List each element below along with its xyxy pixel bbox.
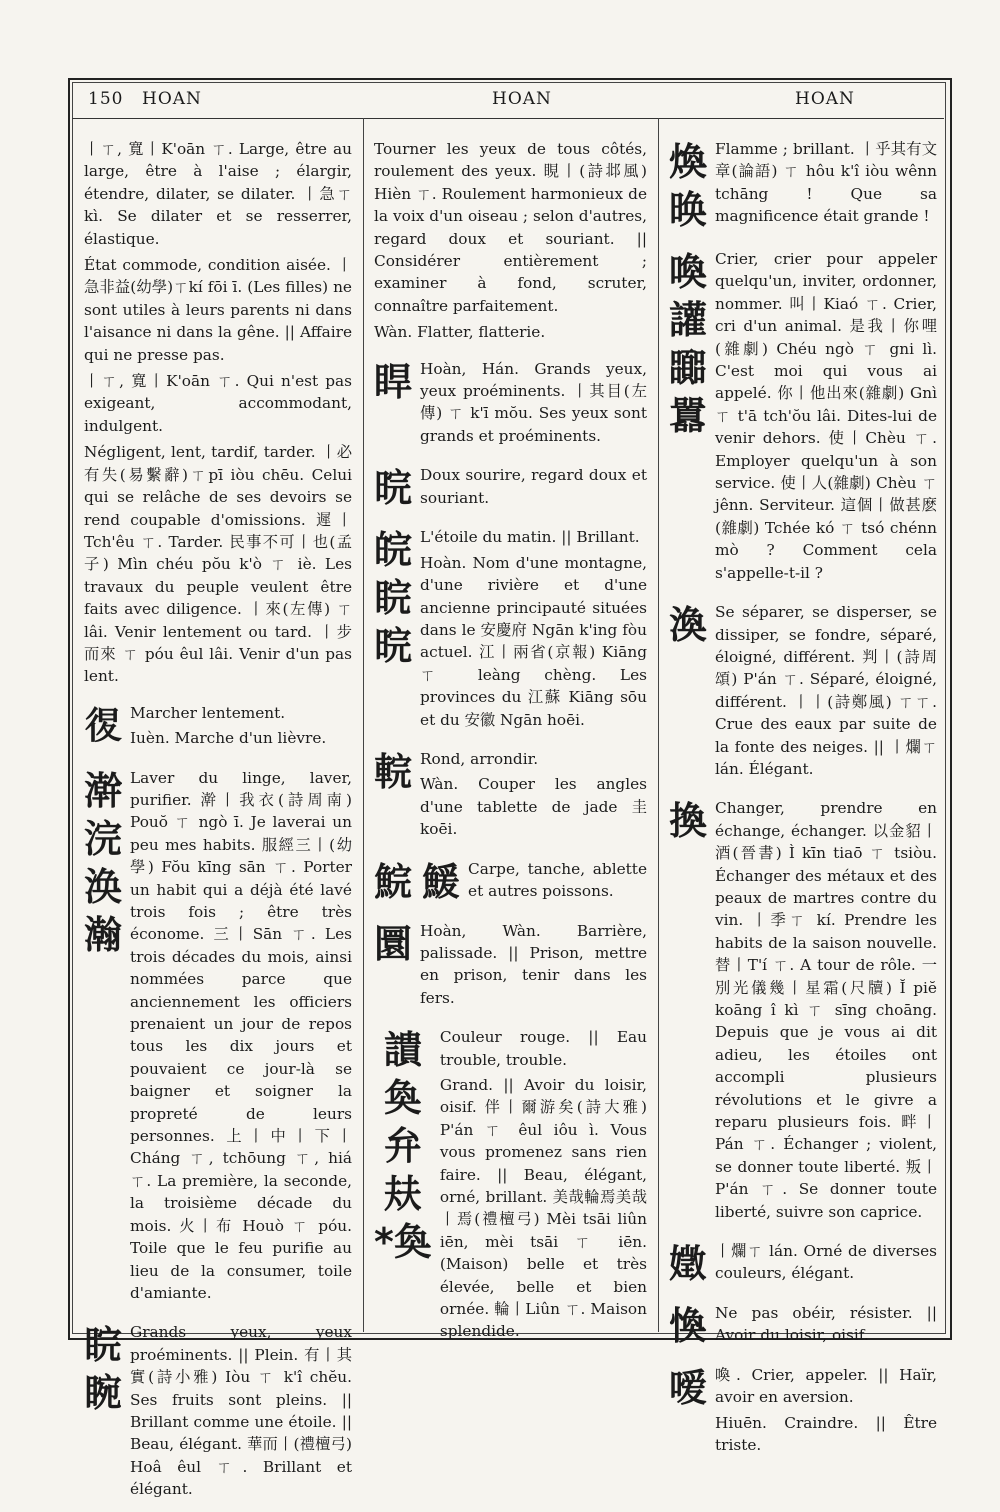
- headword-group: [669, 797, 715, 1226]
- headword: 晥: [374, 466, 413, 511]
- headword-group: [374, 526, 420, 734]
- headword: 煥: [669, 140, 708, 184]
- headword: 晥: [374, 624, 413, 669]
- headword: 輐: [374, 749, 413, 794]
- dictionary-entry: [84, 1321, 352, 1503]
- headword: 䜋: [383, 1028, 422, 1073]
- headword: 換: [669, 799, 708, 844]
- headword: 皖: [374, 528, 413, 573]
- headword-group: [374, 1026, 440, 1346]
- entry-definition: [420, 526, 647, 734]
- headword: 愌: [669, 1304, 708, 1349]
- definition-text: 丨爛ㄒ lán. Orné de diverses couleurs, élégant.: [715, 1242, 937, 1283]
- entry-definition: [468, 858, 647, 906]
- headword: 圜: [374, 921, 413, 966]
- headword: 瀚: [84, 912, 123, 957]
- entry-definition: [715, 1364, 937, 1460]
- dictionary-entry: [669, 138, 937, 234]
- paragraph: État commode, condition aisée. 丨急非益(幼學)ㄒkí fōi ī. (Les filles) ne sont utiles à leurs parents ni dans l'aisance ni dans la gêne. || Affaire qui ne presse pas.: [84, 256, 352, 364]
- definition-text: Ne pas obéir, résister. || Avoir du loisir, oisif.: [715, 1304, 937, 1345]
- paragraph: Wàn. Flatter, flatterie.: [374, 323, 546, 342]
- headword: 嬍: [669, 1242, 708, 1287]
- definition-text: Laver du linge, laver, purifier. 澣丨我衣(詩周南) Pouŏ ㄒ ngò ī. Je laverai un peu mes habits. 服經三丨(幼學) Fŏu kīng sān ㄒ. Porter un habit qui a déjà été lavé trois fois ; être très économe. 三丨Sān ㄒ. Les trois décades du mois, ainsi nommées parce que anciennement les officiers prenaient un jour de repos tous les dix jours et pouvaient ce jour-là se baigner et soigner la propreté de leurs personnes. 上丨中丨下丨Cháng ㄒ, tchōung ㄒ, hiá ㄒ. La première, la seconde, la troisième décade du mois. 火丨布 Houò ㄒ póu. Toile que le feu purifie au lieu de la consumer, toile d'amiante.: [130, 768, 352, 1302]
- definition-text: Grands yeux, yeux proéminents. || Plein. 有丨其實(詩小雅) Iòu ㄒ k'î chĕu. Ses fruits sont pleins. || Brillant comme une étoile. || Beau, élégant. 華而丨(禮檀弓) Hoâ êul ㄒ. Brillant et élégant.: [130, 1323, 352, 1499]
- column-1: [84, 138, 352, 1512]
- definition-text: Carpe, tanche, ablette et autres poissons.: [468, 859, 647, 900]
- column-2: [374, 138, 647, 1354]
- definition-text: Hoàn. Nom d'une montagne, d'une rivière et d'une ancienne principauté situées dans le 安慶府 Ngān k'ing fòu actuel. 江丨兩省(京報) Kiāng ㄒ leàng chèng. Les provinces du 江蘇 Kiāng sōu et du 安徽 Ngān hoēi.: [420, 553, 647, 729]
- entry-definition: [420, 464, 647, 512]
- entry-definition: [420, 748, 647, 844]
- definition-text: Changer, prendre en échange, échanger. 以金貂丨酒(晉書) Ì kīn tiaō ㄒ tsiòu. Échanger des métaux et des peaux de martres contre du vin. 丨季ㄒ kí. Prendre les habits de la saison nouvelle. 替丨T'í ㄒ. A tour de rôle. 一別光儀幾丨星霜(尺牘) Ĭ piĕ koāng î kì ㄒ sīng choāng. Depuis que je vous ai dit adieu, les étoiles ont accompli plusieurs révolutions et le givre a reparu plusieurs fois. 畔丨Pán ㄒ. Échanger ; violent, se donner toute liberté. 叛丨P'án ㄒ. Se donner toute liberté, suivre son caprice.: [715, 799, 937, 1221]
- column-divider-2: [658, 118, 659, 1332]
- running-head-center: HOAN: [492, 89, 552, 109]
- headword-group: [84, 702, 130, 753]
- entry-definition: [420, 920, 647, 1013]
- entry-definition: [130, 767, 352, 1308]
- headword: 弁: [383, 1124, 422, 1169]
- entry-definition: [715, 1302, 937, 1350]
- dictionary-entry: [669, 1302, 937, 1350]
- dictionary-entry: [374, 920, 647, 1013]
- headword-group: [669, 248, 715, 587]
- entry-definition: [715, 138, 937, 234]
- paragraph: 丨ㄒ, 寬丨K'oān ㄒ. Large, être au large, être à l'aise ; élargir, étendre, dilater, se dilater. 丨急ㄒkì. Se dilater et se resserrer, élastique.: [84, 140, 352, 248]
- dictionary-entry: [374, 526, 647, 734]
- headword: 睆: [84, 1323, 123, 1368]
- entry-definition: [130, 702, 352, 753]
- definition-text: Iuèn. Marche d'un lièvre.: [130, 729, 327, 748]
- entry-definition: [715, 248, 937, 587]
- headword: 睆: [374, 576, 413, 621]
- dictionary-entry: [374, 748, 647, 844]
- column-3: [669, 138, 937, 1468]
- running-head-left: HOAN: [142, 89, 202, 109]
- headword: *奐: [374, 1220, 432, 1265]
- paragraph: 丨ㄒ, 寬丨K'oān ㄒ. Qui n'est pas exigeant, accommodant, indulgent.: [84, 372, 352, 435]
- entry-definition: [420, 358, 647, 451]
- page-number: 150: [88, 89, 124, 109]
- headword-group: [669, 601, 715, 783]
- entry-definition: [440, 1026, 647, 1346]
- headword: 涣: [84, 864, 123, 909]
- entry-definition: [715, 1240, 937, 1288]
- headword-group: [669, 1302, 715, 1350]
- headword: 鰀: [422, 859, 461, 904]
- dictionary-entry: [669, 1240, 937, 1288]
- entry-definition: [715, 797, 937, 1226]
- headword: 嗳: [669, 1366, 708, 1411]
- headword-group: [374, 858, 468, 906]
- headword: 㚘: [383, 1172, 422, 1217]
- headword-group: [374, 748, 420, 844]
- dictionary-entry: [669, 601, 937, 783]
- definition-text: Flamme ; brillant. 丨乎其有文章(論語) ㄒ hôu k'î iòu wênn tchāng ! Que sa magnificence était grande !: [715, 140, 937, 226]
- definition-text: Se séparer, se disperser, se dissiper, se fondre, séparé, éloigné, différent. 判丨(詩周頌) P'án ㄒ. Séparé, éloigné, différent. 丨丨(詩鄭風) ㄒㄒ. Crue des eaux par suite de la fonte des neiges. || 丨爛ㄒ lán. Élégant.: [715, 603, 937, 778]
- definition-text: Wàn. Couper les angles d'une tablette de jade 圭 koēi.: [420, 775, 647, 839]
- dictionary-entry: [669, 248, 937, 587]
- headword: 𢓴: [84, 703, 123, 748]
- dictionary-entry: [374, 358, 647, 451]
- headword-group: [84, 767, 130, 1308]
- dictionary-entry: [374, 464, 647, 512]
- headword-group: [669, 1364, 715, 1460]
- headword-group: [374, 464, 420, 512]
- headword: 㬇: [669, 188, 708, 232]
- definition-text: Couleur rouge. || Eau trouble, trouble.: [439, 1028, 647, 1069]
- headword: 喚: [669, 250, 708, 294]
- headword: 鯇: [374, 859, 413, 904]
- header-rule: [72, 118, 944, 119]
- headword-group: [374, 920, 420, 1013]
- headword: 浣: [84, 816, 123, 861]
- headword-group: [669, 138, 715, 234]
- entry-definition: [715, 601, 937, 783]
- column-divider-1: [363, 118, 364, 1332]
- definition-text: Hiuēn. Craindre. || Être triste.: [715, 1413, 937, 1455]
- definition-text: L'étoile du matin. || Brillant.: [420, 528, 640, 547]
- definition-text: Doux sourire, regard doux et souriant.: [420, 466, 647, 507]
- dictionary-entry: [669, 1364, 937, 1460]
- headword-group: [669, 1240, 715, 1288]
- headword: 讙: [669, 298, 708, 342]
- definition-text: Grand. || Avoir du loisir, oisif. 伴丨爾游矣(詩大雅) P'án ㄒ êul iôu ì. Vous vous promenez sans rien faire. || Beau, élégant, orné, brillant. 美哉輪焉美哉丨焉(禮檀弓) Mèi tsāi liûn iēn, mèi tsāi ㄒ iēn. (Maison) belle et très élevée, belle et bien ornée. 輪丨Liûn ㄒ. Maison splendide.: [439, 1076, 647, 1341]
- headword: 澣: [84, 768, 123, 813]
- definition-text: Hoàn, Wàn. Barrière, palissade. || Prison, mettre en prison, tenir dans les fers.: [420, 921, 647, 1007]
- headword-group: [374, 358, 420, 451]
- headword: 奐: [383, 1076, 422, 1121]
- dictionary-entry: [84, 767, 352, 1308]
- dictionary-entry: [669, 797, 937, 1226]
- headword: 嚻: [669, 346, 708, 390]
- running-head-right: HOAN: [795, 89, 855, 109]
- dictionary-entry: [374, 858, 647, 906]
- headword: 睕: [84, 1371, 123, 1416]
- entry-definition: [130, 1321, 352, 1503]
- dictionary-entry: [374, 1026, 647, 1346]
- dictionary-entry: [84, 702, 352, 753]
- definition-text: Marcher lentement.: [130, 703, 286, 722]
- definition-text: Rond, arrondir.: [420, 749, 539, 768]
- headword: 睅: [374, 359, 413, 404]
- paragraph: Négligent, lent, tardif, tarder. 丨必有失(易繫辭)ㄒpī iòu chēu. Celui qui se relâche de ses devoirs se rend coupable d'omissions. 遲丨Tch'êu ㄒ. Tarder. 民事不可丨也(孟子) Mìn chéu pŏu k'ò ㄒ iè. Les travaux du peuple veulent être faits avec diligence. 丨來(左傳) ㄒ lâi. Venir lentement ou tard. 丨步而來 ㄒ póu êul lâi. Venir d'un pas lent.: [84, 443, 352, 686]
- headword: 囂: [669, 394, 708, 438]
- definition-text: Crier, crier pour appeler quelqu'un, inviter, ordonner, nommer. 叫丨Kiaó ㄒ. Crier, cri d'un animal. 是我丨你哩(雜劇) Chéu ngò ㄒ gni lì. C'est moi qui vous ai appelé. 你丨他出來(雜劇) Gnì ㄒ t'ā tch'ŏu lâi. Dites-lui de venir dehors. 使丨Chèu ㄒ. Employer quelqu'un à son service. 使丨人(雜劇) Chèu ㄒ jênn. Serviteur. 這個丨做甚麽(雜劇) Tchée kó ㄒ tsó chénn mò ? Comment cela s'appelle-t-il ?: [715, 250, 937, 582]
- headword: 渙: [669, 603, 708, 648]
- definition-text: Hoàn, Hán. Grands yeux, yeux proéminents. 丨其目(左傳) ㄒ k'ī mŏu. Ses yeux sont grands et proéminents.: [420, 359, 647, 445]
- definition-text: 喚. Crier, appeler. || Haïr, avoir en aversion.: [715, 1366, 937, 1407]
- headword-group: [84, 1321, 130, 1503]
- paragraph: Tourner les yeux de tous côtés, roulement des yeux. 睍丨(詩邶風) Hièn ㄒ. Roulement harmonieux de la voix d'un oiseau ; selon d'autres, regard doux et souriant. || Considérer entièrement ; examiner à fond, scruter, connaître parfaitement.: [374, 140, 647, 315]
